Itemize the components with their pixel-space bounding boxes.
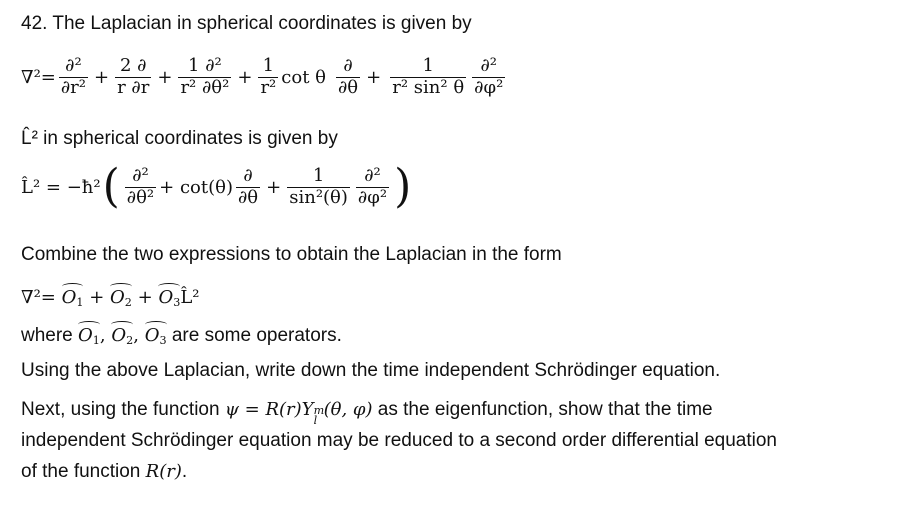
instruction-end: of the function R(r). [21,461,188,482]
where-o2: $O_2$ [111,321,133,346]
laplacian-lhs: ∇²= [21,66,56,88]
l2-operator: L̂² [180,287,200,308]
fraction-2-r-dr: $\frac{2 \partial}{r \partial r}$ [117,55,150,98]
l2-intro: L̂² in spherical coordinates is given by [21,128,338,149]
fraction-d-dtheta: $\frac{\partial}{\partial\theta}$ [338,55,359,98]
problem-intro: 42. The Laplacian in spherical coordinates is given by [21,13,472,34]
where-line: where $O_1$, $O_2$, $O_3$ are some operators. [21,321,342,347]
fraction-1-sin2: $\frac{1}{\text{sin²(θ)}}$ [289,164,348,208]
operator-o2: $O_2$ [110,283,132,308]
left-paren: ( [102,159,120,214]
fraction-1-r2: $\frac{1}{\text{r²}}$ [260,55,277,98]
fraction-d-dtheta-l2: $\frac{\partial}{\partial\theta}$ [237,164,259,208]
fraction-1-r2sin2: $\frac{1}{\text{r² sin² θ}}$ [392,55,465,98]
radial-function: R(r) [145,461,182,482]
combine-instruction: Combine the two expressions to obtain the Laplacian in the form [21,244,562,265]
fraction-d2-dphi2: $\frac{\text{∂²}}{\text{∂φ²}}$ [474,55,504,98]
cot-theta: cot θ [281,66,326,88]
l2-equation: L̂² = −ħ² ( $\frac{\text{∂²}}{\text{∂θ²}}$ + cot(θ) $\frac{\partial}{\partial\theta}$ + $\frac{1}{\text{sin²(θ)}}$ $\frac{\text{∂²}}{\text{∂φ²}}$ ) [21,159,412,214]
where-o3: $O_3$ [145,321,167,346]
eigenfunction-math: ψ = R(r)Y m l (θ, φ) [224,399,373,427]
eigenfunction-instruction: Next, using the function ψ = R(r)Y m l (θ, φ) as the eigenfunction, show that the time [21,399,713,427]
fraction-d2-dphi2-l2: $\frac{\text{∂²}}{\text{∂φ²}}$ [357,164,388,208]
where-o1: $O_1$ [78,321,100,346]
fraction-1-r2-dtheta2: $\frac{\text{1 ∂²}}{\text{r² ∂θ²}}$ [180,55,230,98]
operator-o1: $O_1$ [62,283,84,308]
schrodinger-instruction: Using the above Laplacian, write down the time independent Schrödinger equation. [21,360,721,381]
l2-lhs: L̂² = −ħ² [21,176,101,198]
fraction-d2-dr2: $\frac{\text{∂²}}{\text{∂r²}}$ [60,55,87,98]
fraction-d2-dtheta2: $\frac{\text{∂²}}{\text{∂θ²}}$ [126,164,155,208]
laplacian-form: $\nabla^2= O_1 + O_2$ + $O_3L̂^2$ [21,283,199,308]
instruction-continuation: independent Schrödinger equation may be reduced to a second order differential equation [21,430,777,451]
operator-o3: $O_3$ [158,283,180,308]
right-paren: ) [394,159,412,214]
cot-term: + cot(θ) [159,176,233,198]
laplacian-equation: ∇²= $\frac{\text{∂²}}{\text{∂r²}}$ + $\frac{2 \partial}{r \partial r}$ + $\frac{\text{1 ∂²}}{\text{r² ∂θ²}}$ + $\frac{1}{\text{r²}}$ cot θ $\frac{\partial}{\partial\theta}$ + $\frac{1}{\text{r² sin² θ}}$ $\frac{\text{∂²}}{\text{∂φ²}}$ [21,55,504,98]
